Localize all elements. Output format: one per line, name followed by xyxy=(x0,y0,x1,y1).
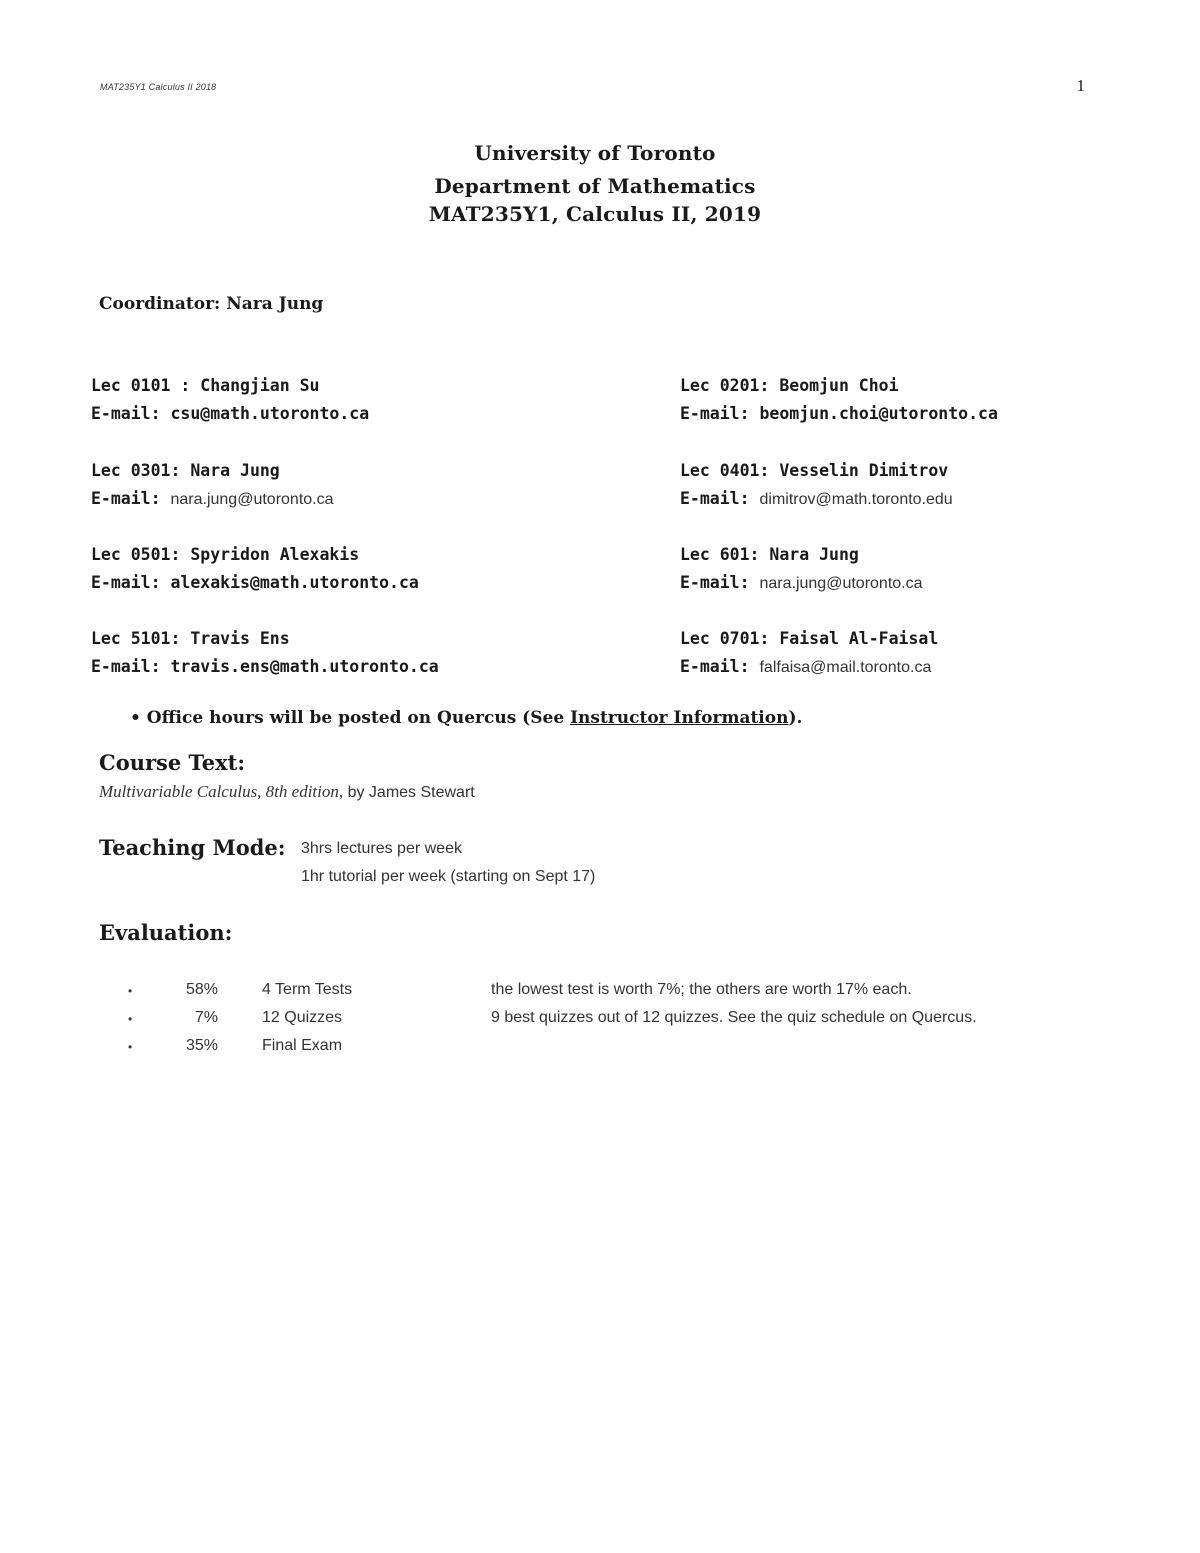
email-address[interactable]: nara.jung@utoronto.ca xyxy=(170,491,334,508)
bullet-icon: • xyxy=(128,1040,133,1054)
lecture-name: Lec 0101 : Changjian Su xyxy=(91,376,320,395)
coordinator: Coordinator: Nara Jung xyxy=(99,294,324,314)
email-address[interactable]: nara.jung@utoronto.ca xyxy=(759,575,923,592)
lecture-section-0401 xyxy=(680,457,953,514)
lecture-section-0201 xyxy=(680,372,998,428)
lecture-name: Lec 0701: Faisal Al-Faisal xyxy=(680,629,939,648)
page-number: 1 xyxy=(1076,76,1085,95)
department-title: Department of Mathematics xyxy=(434,174,756,198)
university-title: University of Toronto xyxy=(474,141,716,165)
book-title: Multivariable Calculus, 8th edition, xyxy=(99,782,344,801)
evaluation-item: 12 Quizzes xyxy=(262,1009,343,1026)
office-hours-note xyxy=(130,708,802,728)
running-head: MAT235Y1 Calculus II 2018 xyxy=(100,82,217,92)
bullet-icon: • xyxy=(128,1012,133,1026)
bullet-icon: • xyxy=(128,984,133,998)
teaching-mode-lecture: 3hrs lectures per week xyxy=(301,840,462,857)
email-address[interactable]: dimitrov@math.toronto.edu xyxy=(759,491,953,508)
evaluation-note: 9 best quizzes out of 12 quizzes. See the quiz schedule on Quercus. xyxy=(491,1009,977,1026)
email-address[interactable]: falfaisa@mail.toronto.ca xyxy=(759,659,932,676)
email-label: E-mail: xyxy=(680,489,760,508)
email-label: E-mail: xyxy=(680,573,760,592)
bullet-icon: • xyxy=(130,708,141,728)
instructor-information-link[interactable]: Instructor Information xyxy=(570,708,789,728)
lecture-section-601 xyxy=(680,541,923,598)
office-hours-prefix: Office hours will be posted on Quercus (See xyxy=(146,708,571,728)
email-address[interactable]: beomjun.choi@utoronto.ca xyxy=(759,404,998,423)
lecture-section-0301 xyxy=(91,457,334,514)
lecture-name: Lec 5101: Travis Ens xyxy=(91,629,290,648)
course-title: MAT235Y1, Calculus II, 2019 xyxy=(428,202,762,226)
lecture-section-5101 xyxy=(91,625,439,681)
email-label: E-mail: xyxy=(91,404,171,423)
evaluation-row xyxy=(0,1037,1200,1065)
lecture-name: Lec 0201: Beomjun Choi xyxy=(680,376,899,395)
email-label: E-mail: xyxy=(91,489,171,508)
evaluation-item: Final Exam xyxy=(262,1037,343,1054)
lecture-section-0501 xyxy=(91,541,419,597)
email-label: E-mail: xyxy=(91,657,171,676)
email-label: E-mail: xyxy=(680,404,760,423)
lecture-name: Lec 0401: Vesselin Dimitrov xyxy=(680,461,949,480)
evaluation-item: 4 Term Tests xyxy=(262,981,353,998)
email-label: E-mail: xyxy=(680,657,760,676)
teaching-mode-heading: Teaching Mode: xyxy=(99,835,286,860)
evaluation-percent: 35% xyxy=(185,1037,218,1054)
lecture-name: Lec 0501: Spyridon Alexakis xyxy=(91,545,360,564)
evaluation-percent: 7% xyxy=(194,1009,218,1026)
evaluation-heading: Evaluation: xyxy=(99,920,233,945)
lecture-section-0101 xyxy=(91,372,369,428)
evaluation-row xyxy=(0,981,1200,1009)
book-author: by James Stewart xyxy=(343,784,475,801)
teaching-mode-tutorial: 1hr tutorial per week (starting on Sept 17) xyxy=(301,868,596,885)
lecture-section-0701 xyxy=(680,625,938,682)
lecture-name: Lec 0301: Nara Jung xyxy=(91,461,280,480)
evaluation-note: the lowest test is worth 7%; the others are worth 17% each. xyxy=(491,981,912,998)
office-hours-suffix: ). xyxy=(788,708,803,728)
email-label: E-mail: xyxy=(91,573,171,592)
evaluation-percent: 58% xyxy=(185,981,218,998)
email-address[interactable]: alexakis@math.utoronto.ca xyxy=(170,573,419,592)
email-address[interactable]: travis.ens@math.utoronto.ca xyxy=(170,657,439,676)
course-textbook xyxy=(99,782,475,802)
email-address[interactable]: csu@math.utoronto.ca xyxy=(170,404,370,423)
evaluation-row xyxy=(0,1009,1200,1037)
lecture-name: Lec 601: Nara Jung xyxy=(680,545,859,564)
course-text-heading: Course Text: xyxy=(99,750,246,775)
